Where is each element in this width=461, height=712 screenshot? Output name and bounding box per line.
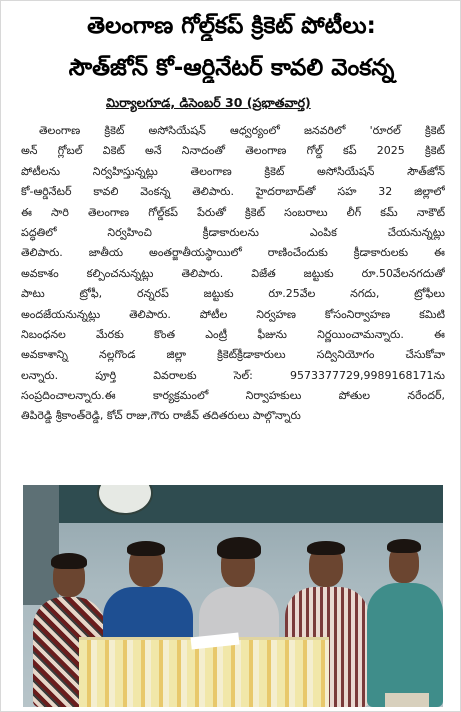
dateline: మిర్యాలగూడ, డిసెంబర్ 30 (ప్రభాతవార్త) <box>106 95 311 110</box>
body-line: అన్ గ్లోబల్ వికెట్ అనే నినాదంతో తెలంగాణ గోల్డ్ కప్ 2025 క్రికెట్ <box>21 144 445 158</box>
body-line: అవకాశం కల్పించనున్నట్లు తెలిపారు. విజేత జట్టుకు రూ.50వేలనగదుతో <box>21 266 445 280</box>
body-line: నిబంధనల మేరకు కొంత ఎంట్రీ ఫీజును నిర్ణయించామన్నారు. ఈ <box>21 327 445 341</box>
body-line: పద్ధతిలో నిర్వహించి క్రీడాకారులను ఎంపిక చేయనున్నట్లు <box>21 225 445 239</box>
body-line: సంప్రదించాలన్నారు.ఈ కార్యక్రమంలో నిర్వాహకులు పోతుల నరేందర్, <box>21 389 445 403</box>
headline-line-2: సౌత్‌జోన్ కో-ఆర్డినేటర్ కావలి వెంకన్న <box>68 55 395 81</box>
body-line: లన్నారు. పూర్తి వివరాలకు సెల్: 9573377729,9989168171ను <box>21 368 445 382</box>
body-line: పాటు ట్రోఫీ, రన్నరప్ జట్టుకు రూ.25వేల నగదు, ట్రోఫీలు <box>21 287 445 301</box>
article-body <box>21 121 445 427</box>
body-line: అందజేయనున్నట్లు తెలిపారు. పోటీల నిర్వహణ కోసంనిర్వాహణ కమిటి <box>21 307 445 321</box>
body-line: తెలిపారు. జాతీయ అంతర్జాతీయస్థాయిలో రాణించేందుకు క్రీడాకారులకు ఈ <box>21 246 445 260</box>
body-line: అవకాశాన్ని నల్లగొండ జిల్లా క్రికెట్‌క్రీడాకారులు సద్వినియోగం చేసుకోవా <box>21 348 445 362</box>
body-line: పోటీలను నిర్వహిస్తున్నట్లు తెలంగాణ క్రికెట్ అసోసియేషన్ సౌత్‌జోన్ <box>21 164 445 178</box>
body-line: కో-ఆర్డినేటర్ కావలి వెంకన్న తెలిపారు. హైదరాబాద్‌తో సహ 32 జిల్లాలో <box>21 185 445 199</box>
body-line: తిపిరెడ్డి శ్రీకాంత్‌రెడ్డి, కోచ్ రాజు,గౌరు రాజీవ్ తదితరులు పాల్గొన్నారు <box>21 409 301 423</box>
press-meet-photo <box>23 485 443 707</box>
body-line: తెలంగాణ క్రికెట్ అసోసియేషన్ ఆధ్వర్యంలో జనవరిలో 'రూరల్ క్రికెట్ <box>39 124 445 137</box>
headline-line-1: తెలంగాణ గోల్డ్‌కప్ క్రికెట్ పోటీలు: <box>87 13 376 39</box>
body-line: ఈ సారి తెలంగాణ గోల్డ్‌కప్ పేరుతో క్రికెట్ సంబరాలు లీగ్ కమ్ నాకౌట్ <box>21 205 445 219</box>
